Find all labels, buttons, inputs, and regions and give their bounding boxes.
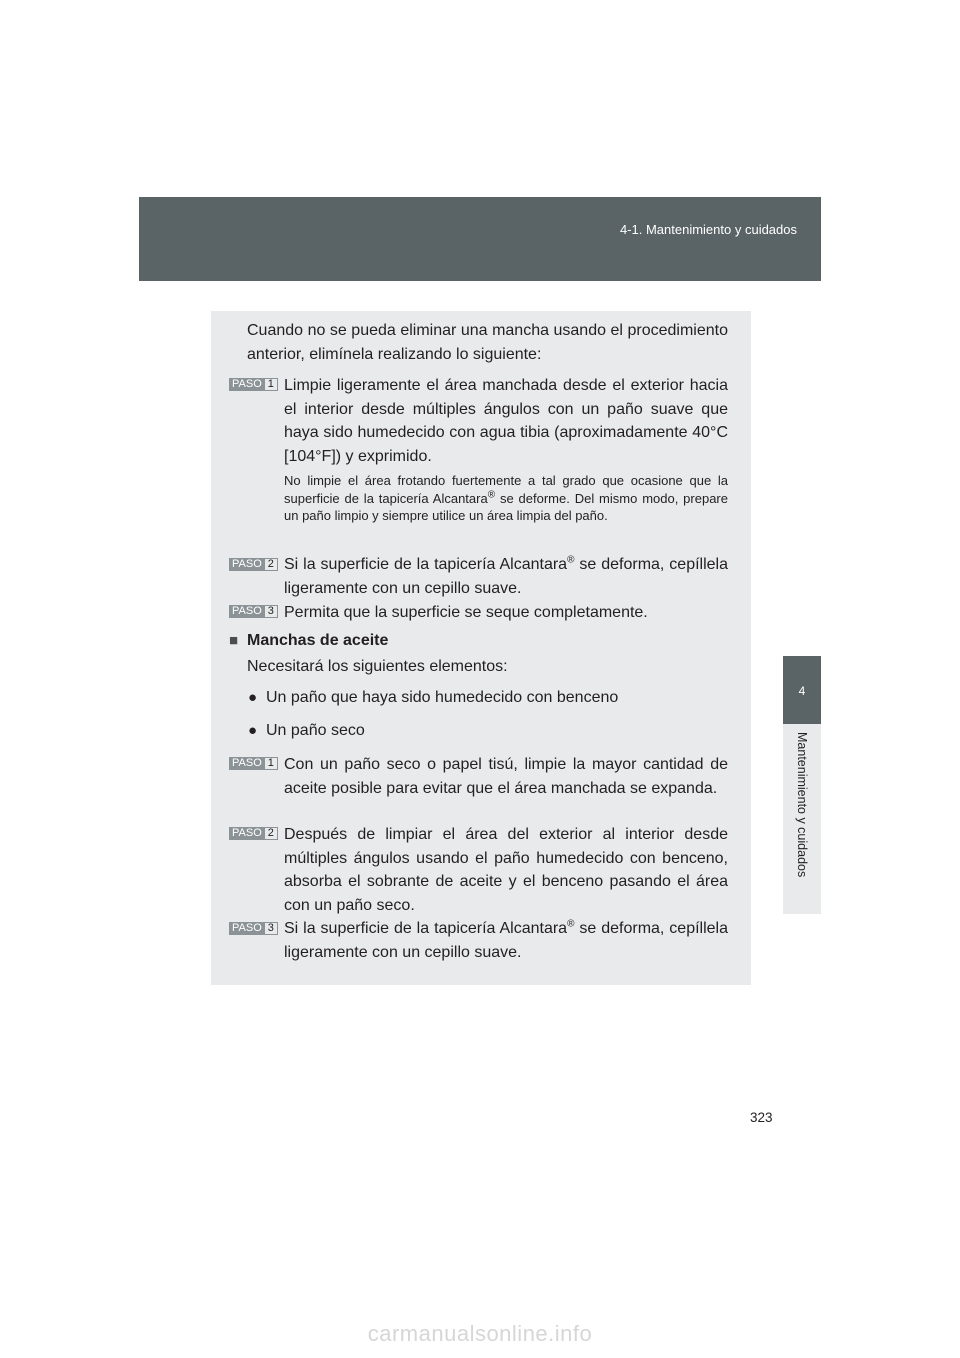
- intro-paragraph: Cuando no se pueda eliminar una mancha usando el procedimiento anterior, elimínela realizando lo siguiente:: [247, 322, 728, 363]
- oil-step-3-text: [284, 917, 728, 964]
- registered-mark: ®: [567, 554, 575, 566]
- step-number: 3: [265, 605, 278, 618]
- header-band: [139, 197, 821, 281]
- chapter-tab: [783, 656, 821, 724]
- note-text-end: se deforme. Del mismo modo, prepare un paño limpio y siempre utilice un área limpia del paño.: [284, 490, 728, 523]
- registered-mark: ®: [487, 489, 496, 501]
- section-heading: Manchas de aceite: [247, 632, 389, 649]
- step-word: PASO: [229, 378, 265, 391]
- page-number: 323: [750, 1110, 773, 1125]
- step-word: PASO: [229, 605, 265, 618]
- oil-step-3-text-start: Si la superficie de la tapicería Alcantara: [284, 920, 568, 937]
- step-1-text: Limpie ligeramente el área manchada desde el exterior hacia el interior desde múltiples ángulos con un paño suave que haya sido humedecido con agua tibia (aproximadamente 40°C [104°F]) y exprimido.: [284, 377, 728, 465]
- oil-step-3-text-end: se deforma, cepíllela ligeramente con un cepillo suave.: [284, 920, 729, 961]
- step-number: 3: [265, 922, 278, 935]
- step-2-text-start: Si la superficie de la tapicería Alcantara: [284, 556, 568, 573]
- chapter-tab-label: Mantenimiento y cuidados: [795, 732, 809, 878]
- chapter-title: 4-1. Mantenimiento y cuidados: [619, 222, 797, 237]
- section-intro: Necesitará los siguientes elementos:: [247, 658, 508, 675]
- step-word: PASO: [229, 827, 265, 840]
- bullet-item: Un paño que haya sido humedecido con benceno: [266, 689, 619, 706]
- bullet-icon: ●: [248, 689, 258, 706]
- step-word: PASO: [229, 922, 265, 935]
- bullet-item: Un paño seco: [266, 722, 365, 739]
- bullet-icon: ●: [248, 722, 258, 739]
- chapter-tab-label-area: [783, 724, 821, 914]
- step-word: PASO: [229, 757, 265, 770]
- step-number: 2: [265, 827, 278, 840]
- step-badge-2: [229, 558, 278, 571]
- registered-mark: ®: [567, 918, 575, 930]
- oil-step-1-text: Con un paño seco o papel tisú, limpie la mayor cantidad de aceite posible para evitar que el área manchada se expanda.: [284, 756, 728, 797]
- step-badge-1: [229, 757, 278, 770]
- oil-step-2-text: Después de limpiar el área del exterior al interior desde múltiples ángulos usando el paño humedecido con benceno, absorba el sobrante de aceite y el benceno pasando el área con un paño seco.: [284, 826, 728, 914]
- step-2-text-end: se deforma, cepíllela ligeramente con un cepillo suave.: [284, 556, 729, 597]
- step-number: 1: [265, 378, 278, 391]
- step-badge-2: [229, 827, 278, 840]
- step-number: 2: [265, 558, 278, 571]
- note-text-start: No limpie el área frotando fuertemente a tal grado que ocasione que la superficie de la tapicería Alcantara: [284, 473, 728, 506]
- step-word: PASO: [229, 558, 265, 571]
- watermark: carmanualsonline.info: [367, 1321, 593, 1346]
- chapter-number: 4: [798, 684, 806, 698]
- section-square-icon: ■: [229, 632, 239, 649]
- step-badge-3: [229, 922, 278, 935]
- step-badge-3: [229, 605, 278, 618]
- step-2-text: [284, 553, 728, 600]
- step-number: 1: [265, 757, 278, 770]
- step-3-text: Permita que la superficie se seque completamente.: [284, 604, 648, 621]
- step-badge-1: [229, 378, 278, 391]
- note-text: [284, 472, 728, 525]
